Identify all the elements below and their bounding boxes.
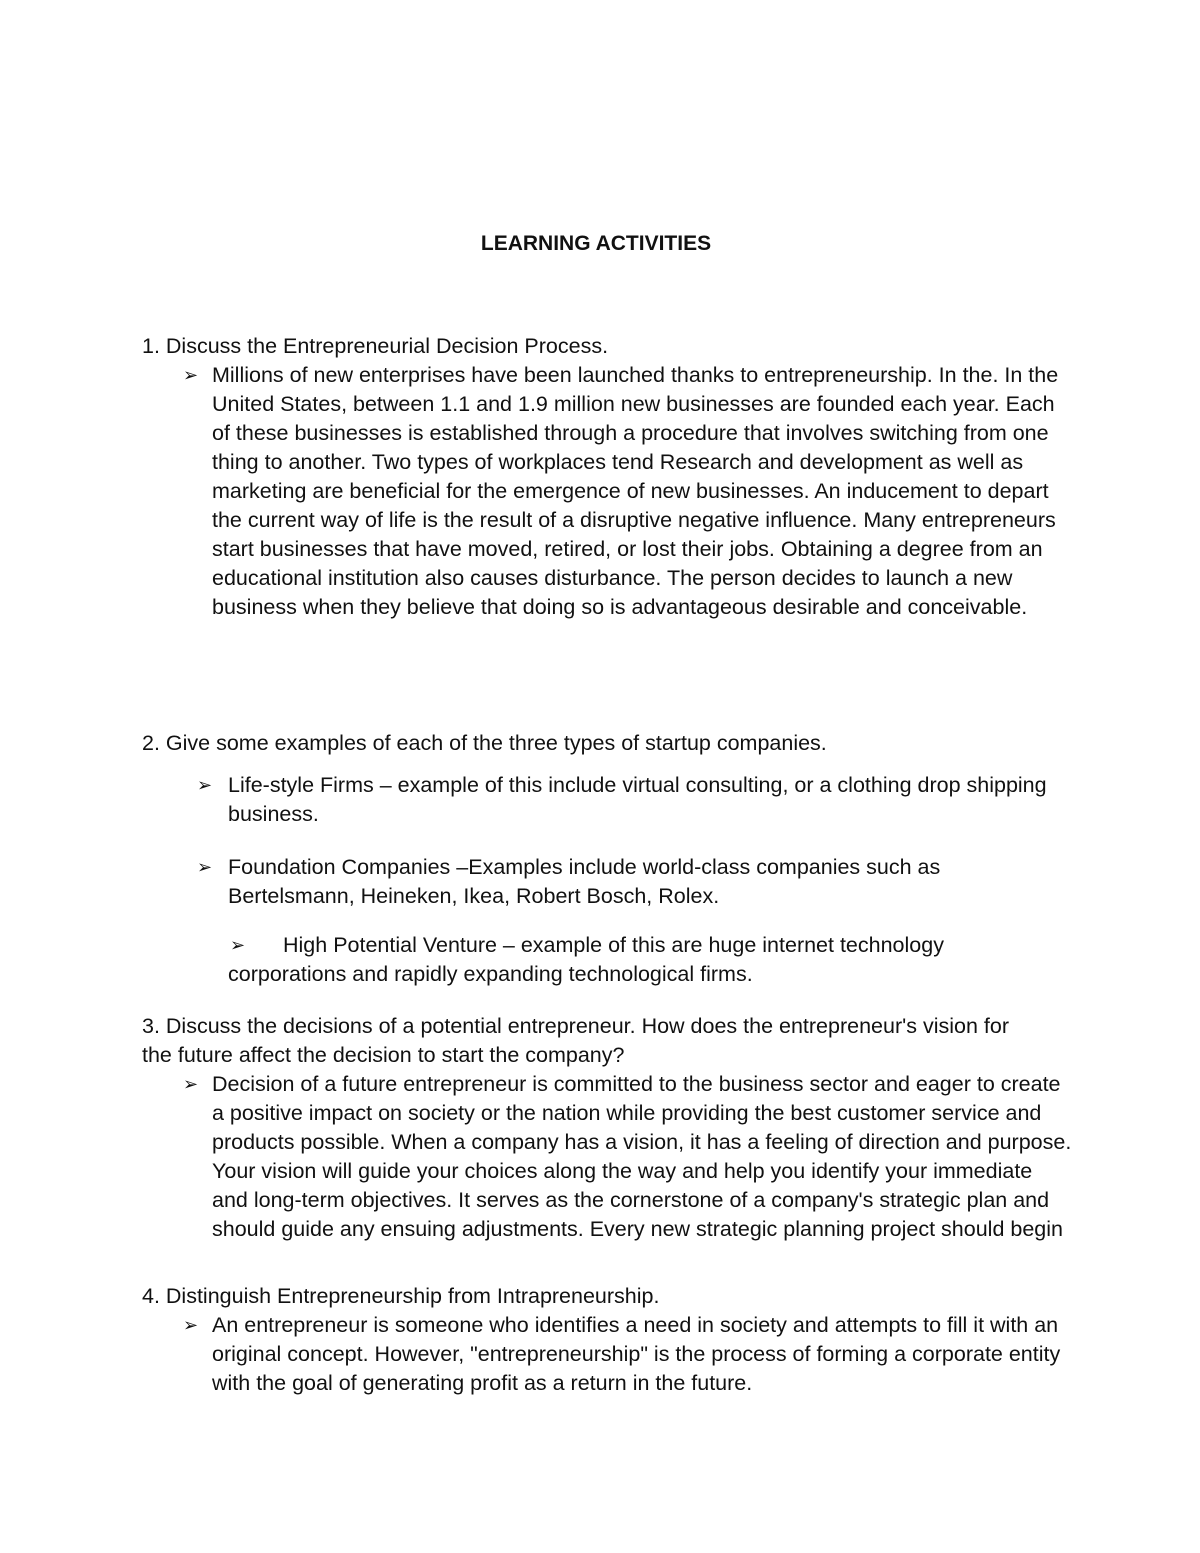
question-text: 3. Discuss the decisions of a potential entrepreneur. How does the entrepreneur's vision for the future affect the decision to start the company? [142,1014,1009,1067]
arrowhead-bullet-icon: ➢ [197,857,213,878]
answer-text: An entrepreneur is someone who identifies a need in society and attempts to fill it with an original concept. However, "entrepreneurship" is the process of forming a corporate entity with the goal of generating profit as a return in the future. [212,1313,1061,1395]
question-block-3 [142,1012,1102,1244]
question-block-2 [142,729,1102,986]
answer-item [142,1070,1102,1244]
answer-item [142,853,1102,911]
question-block-1 [142,332,1102,622]
page-title: LEARNING ACTIVITIES [480,232,712,255]
question-text: 1. Discuss the Entrepreneurial Decision Process. [142,334,609,358]
arrowhead-bullet-icon: ➢ [197,775,213,796]
answer-item [142,931,1102,989]
arrowhead-bullet-icon: ➢ [230,935,246,956]
answer-text: Foundation Companies –Examples include world-class companies such as Bertelsmann, Heineken, Ikea, Robert Bosch, Rolex. [228,855,941,908]
answer-item [142,1311,1102,1398]
arrowhead-bullet-icon: ➢ [183,365,199,386]
question-text: 2. Give some examples of each of the three types of startup companies. [142,731,827,755]
answer-text: Life-style Firms – example of this include virtual consulting, or a clothing drop shipping business. [228,773,1047,826]
question-block-4 [142,1282,1102,1398]
answer-item [142,771,1102,829]
question-text: 4. Distinguish Entrepreneurship from Intrapreneurship. [142,1284,660,1308]
arrowhead-bullet-icon: ➢ [183,1315,199,1336]
answer-text: Decision of a future entrepreneur is committed to the business sector and eager to create a positive impact on society or the nation while providing the best customer service and products possible. When a company has a vision, it has a feeling of direction and purpose. Your vision will guide your choices along the way and help you identify your immediate and long-term objectives. It serves as the cornerstone of a company's strategic plan and should guide any ensuing adjustments. Every new strategic planning project should begin [212,1072,1072,1241]
arrowhead-bullet-icon: ➢ [183,1074,199,1095]
answer-text: Millions of new enterprises have been launched thanks to entrepreneurship. In the. In the United States, between 1.1 and 1.9 million new businesses are founded each year. Each of these businesses is established through a procedure that involves switching from one thing to another. Two types of workplaces tend Research and development as well as marketing are beneficial for the emergence of new businesses. An inducement to depart the current way of life is the result of a disruptive negative influence. Many entrepreneurs start businesses that have moved, retired, or lost their jobs. Obtaining a degree from an educational institution also causes disturbance. The person decides to launch a new business when they believe that doing so is advantageous desirable and conceivable. [212,363,1059,619]
answer-item [142,361,1102,622]
answer-text: High Potential Venture – example of this are huge internet technology corporations and rapidly expanding technological firms. [228,933,944,986]
